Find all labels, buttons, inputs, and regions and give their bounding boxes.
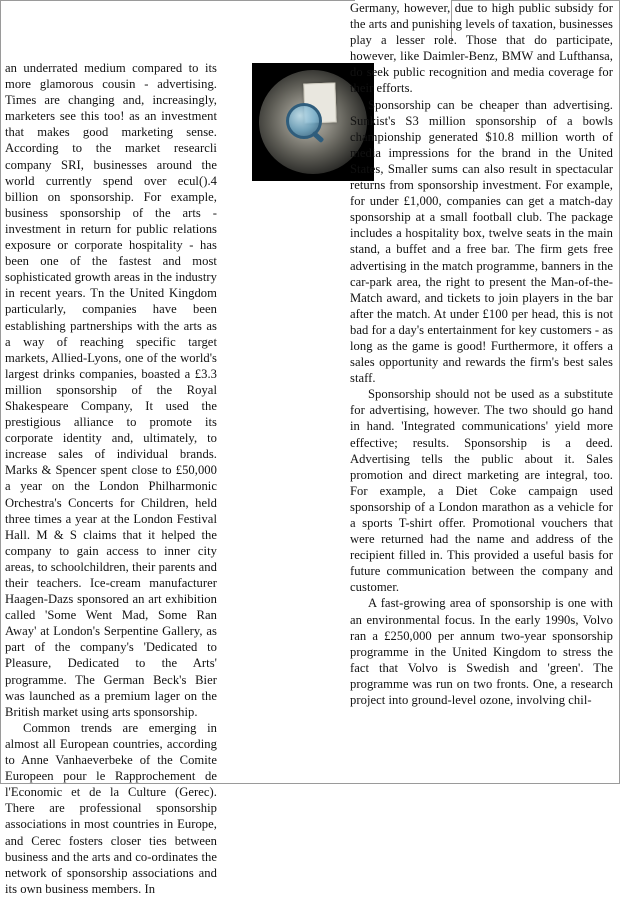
- paragraph: an underrated medium compared to its more glamorous cousin - advertising. Times are changing and, increasingly, marketers see this too! as an investment that makes good marketing sense. According to the market researcli company SRI, businesses around the world currently spend over ecul().4 billion on sponsorship. For example, business sponsorship of the arts - investment in return for public relations exposure or corporate hospitality - has been one of the fastest and most sophisticated growth areas in the industry in recent years. Tn the United Kingdom particularly, companies have been establishing partnerships with the arts as a way of reaching specific target markets, Allied-Lyons, one of the world's largest drinks companies, boasted a £3.3 million sponsorship of the Royal Shakespeare Company, It used the prestigious alliance to promote its corporate identity and, ultimately, to increase sales of individual brands. Marks & Spencer spent close to £50,000 a year on the London Philharmonic Orchestra's Concerts for Children, held three times a year at the London Festival Hall. M & S claims that it helped the company to gain access to inner city areas, to schoolchildren, their parents and their teachers. Ice-cream manufacturer Haagen-Dazs sponsored an art exhibition called 'Some Went Mad, Some Ran Away' at London's Serpentine Gallery, as part of the company's 'Dedicated to Pleasure, Dedicated to the Arts' programme. The German Beck's Bier was launched as a premium lager on the British market using arts sponsorship.: [5, 61, 217, 719]
- paragraph: Germany, however, due to high public subsidy for the arts and punishing levels of taxation, businesses play a lesser role. Those that do participate, however, like Daimler-Benz, BMW and Lufthansa, do seek public recognition and media coverage for their efforts.: [350, 1, 613, 96]
- paragraph: Sponsorship should not be used as a substitute for advertising, however. The two should go hand in hand. 'Integrated communications' yield more effective; results. Sponsorship is a deed. Advertising tells the public about it. Sales promotion and direct marketing are integral, too. For example, a Diet Coke campaign used sponsorship of a London marathon as a vehicle for a sports T-shirt offer. Promotional vouchers that were returned had the name and address of the recipient filled in. This provided a useful basis for future communication between the company and customer.: [350, 387, 613, 595]
- paragraph: Sponsorship can be cheaper than advertising. Sunkist's S3 million sponsorship of a bowls championship generated $10.8 million worth of media impressions for the brand in the United States, Smaller sums can also result in spectacular returns from sponsorship investment. For example, for under £1,000, companies can get a match-day sponsorship at a small football club. The package includes a hospitality box, twelve seats in the main stand, a buffet and a free bar. The firm gets free advertising in the match programme, banners in the car-park area, the right to present the Man-of-the-Match award, and tickets to join players in the bar after the match. At under £100 per head, this is not bad for a day's entertainment for key customers - as long as the game is good! Furthermore, it offers a sales opportunity and rewards the firm's best sales staff.: [350, 97, 613, 386]
- left-text-column: [5, 60, 217, 897]
- paragraph: A fast-growing area of sponsorship is one with an environmental focus. In the early 1990s, Volvo ran a £250,000 per annum two-year sponsorship programme in the United Kingdom to stress the fact that Volvo is Swedish and 'green'. The programme was run on two fronts. One, a research project into ground-level ozone, involving chil-: [350, 596, 613, 708]
- paragraph: Common trends are emerging in almost all European countries, according to Anne Vanhaeverbeke of the Comite Europeen pour le Rapprochement de l'Economic et de la Culture (Gerec). There are professional sponsorship associations in most countries in Europe, and Cerec fosters closer ties between business and the arts and co-ordinates the network of sponsorship associations and its own business members. In: [5, 720, 217, 896]
- magnifier-icon: [286, 103, 322, 139]
- figure-block: [222, 0, 346, 181]
- right-text-column: [350, 0, 613, 708]
